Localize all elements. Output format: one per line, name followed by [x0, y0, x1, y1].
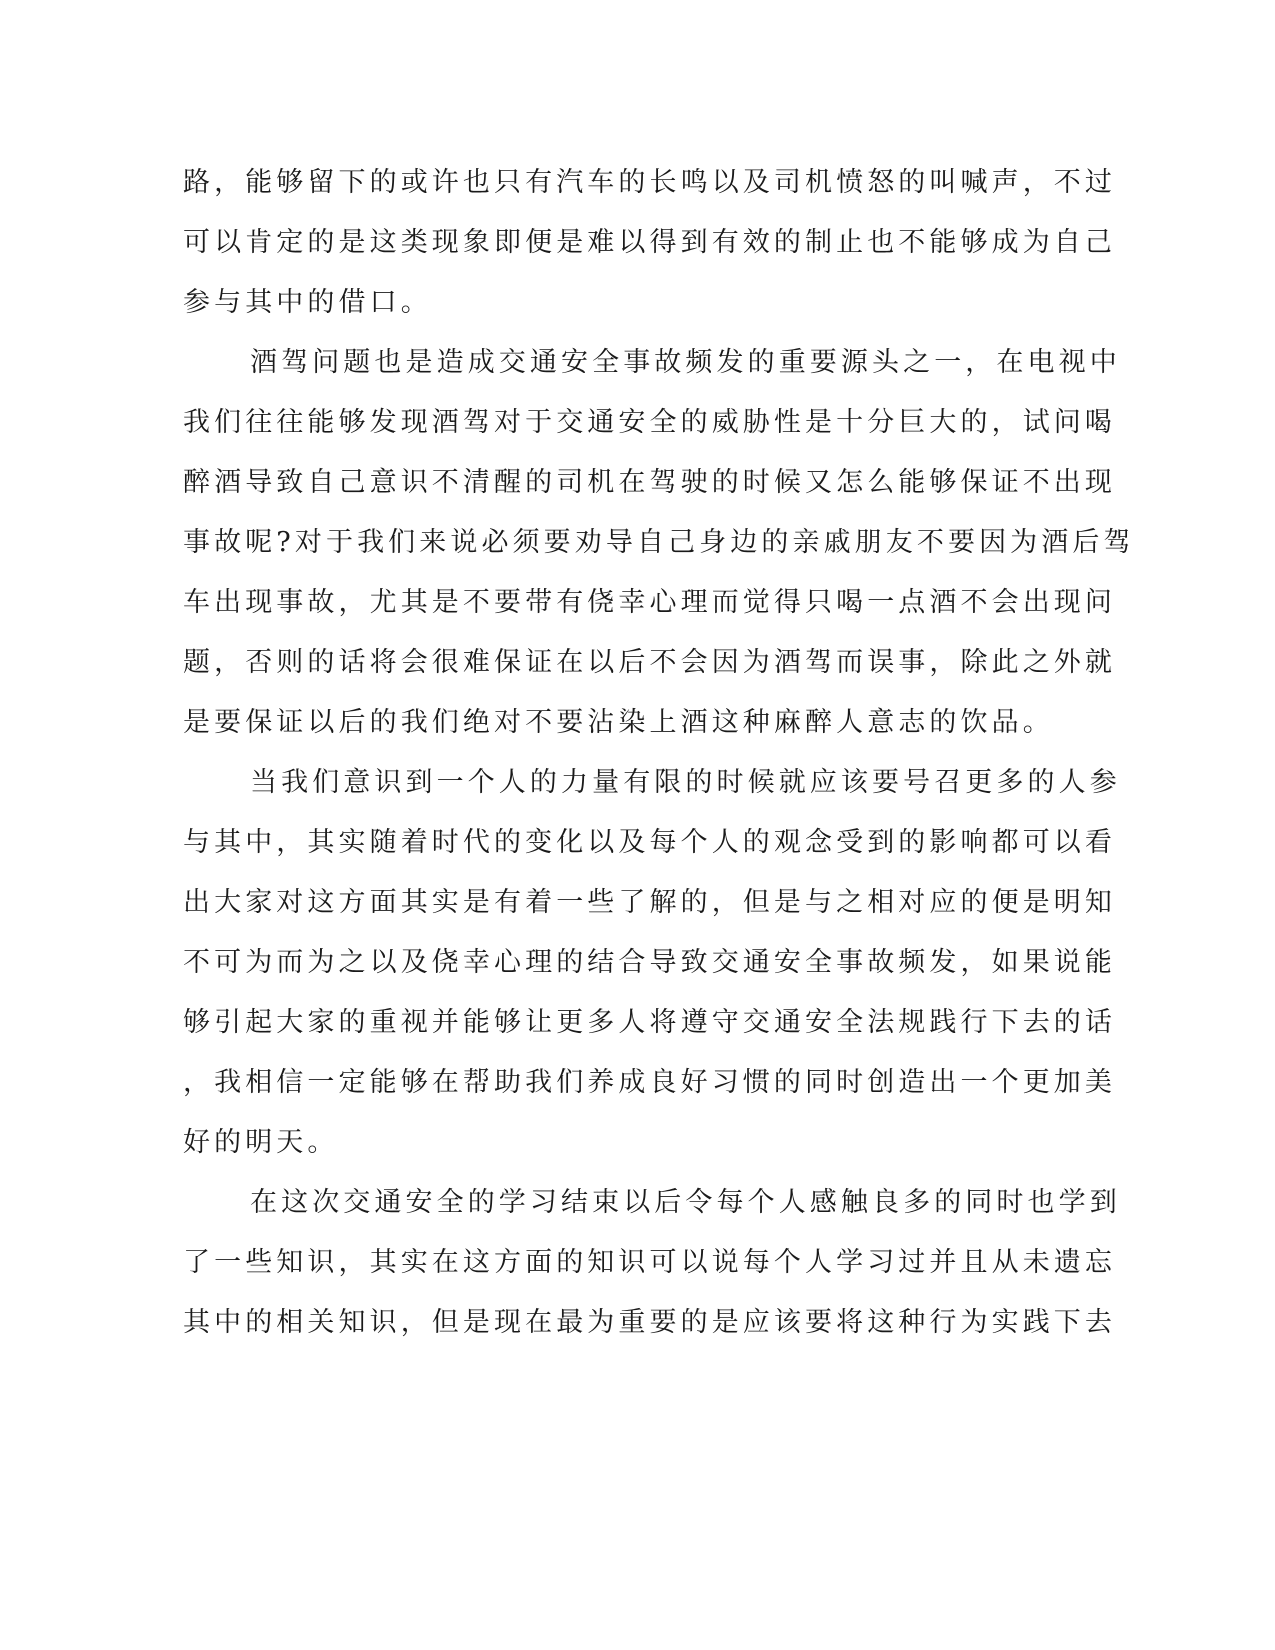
text-line: 事故呢?对于我们来说必须要劝导自己身边的亲戚朋友不要因为酒后驾 [183, 527, 1135, 558]
text-line: 我们往往能够发现酒驾对于交通安全的威胁性是十分巨大的，试问喝 [183, 407, 1116, 438]
text-line: 出大家对这方面其实是有着一些了解的，但是与之相对应的便是明知 [183, 887, 1116, 918]
text-line: 车出现事故，尤其是不要带有侥幸心理而觉得只喝一点酒不会出现问 [183, 587, 1116, 618]
text-line: ，我相信一定能够在帮助我们养成良好习惯的同时创造出一个更加美 [183, 1067, 1116, 1098]
text-line: 可以肯定的是这类现象即便是难以得到有效的制止也不能够成为自己 [183, 227, 1116, 258]
paragraph-first-line: 在这次交通安全的学习结束以后令每个人感触良多的同时也学到 [250, 1187, 1121, 1218]
text-line: 不可为而为之以及侥幸心理的结合导致交通安全事故频发，如果说能 [183, 947, 1116, 978]
text-line: 够引起大家的重视并能够让更多人将遵守交通安全法规践行下去的话 [183, 1007, 1116, 1038]
text-line: 了一些知识，其实在这方面的知识可以说每个人学习过并且从未遗忘 [183, 1247, 1116, 1278]
text-line: 是要保证以后的我们绝对不要沾染上酒这种麻醉人意志的饮品。 [183, 707, 1054, 738]
text-line: 醉酒导致自己意识不清醒的司机在驾驶的时候又怎么能够保证不出现 [183, 467, 1116, 498]
text-line: 好的明天。 [183, 1127, 339, 1158]
body-text [183, 160, 1135, 1360]
text-line: 参与其中的借口。 [183, 287, 432, 318]
text-line: 与其中，其实随着时代的变化以及每个人的观念受到的影响都可以看 [183, 827, 1116, 858]
text-line: 路，能够留下的或许也只有汽车的长鸣以及司机愤怒的叫喊声，不过 [183, 167, 1116, 198]
text-line: 其中的相关知识，但是现在最为重要的是应该要将这种行为实践下去 [183, 1307, 1116, 1338]
paragraph-first-line: 当我们意识到一个人的力量有限的时候就应该要号召更多的人参 [250, 767, 1121, 798]
paragraph-first-line: 酒驾问题也是造成交通安全事故频发的重要源头之一，在电视中 [250, 347, 1121, 378]
text-line: 题，否则的话将会很难保证在以后不会因为酒驾而误事，除此之外就 [183, 647, 1116, 678]
